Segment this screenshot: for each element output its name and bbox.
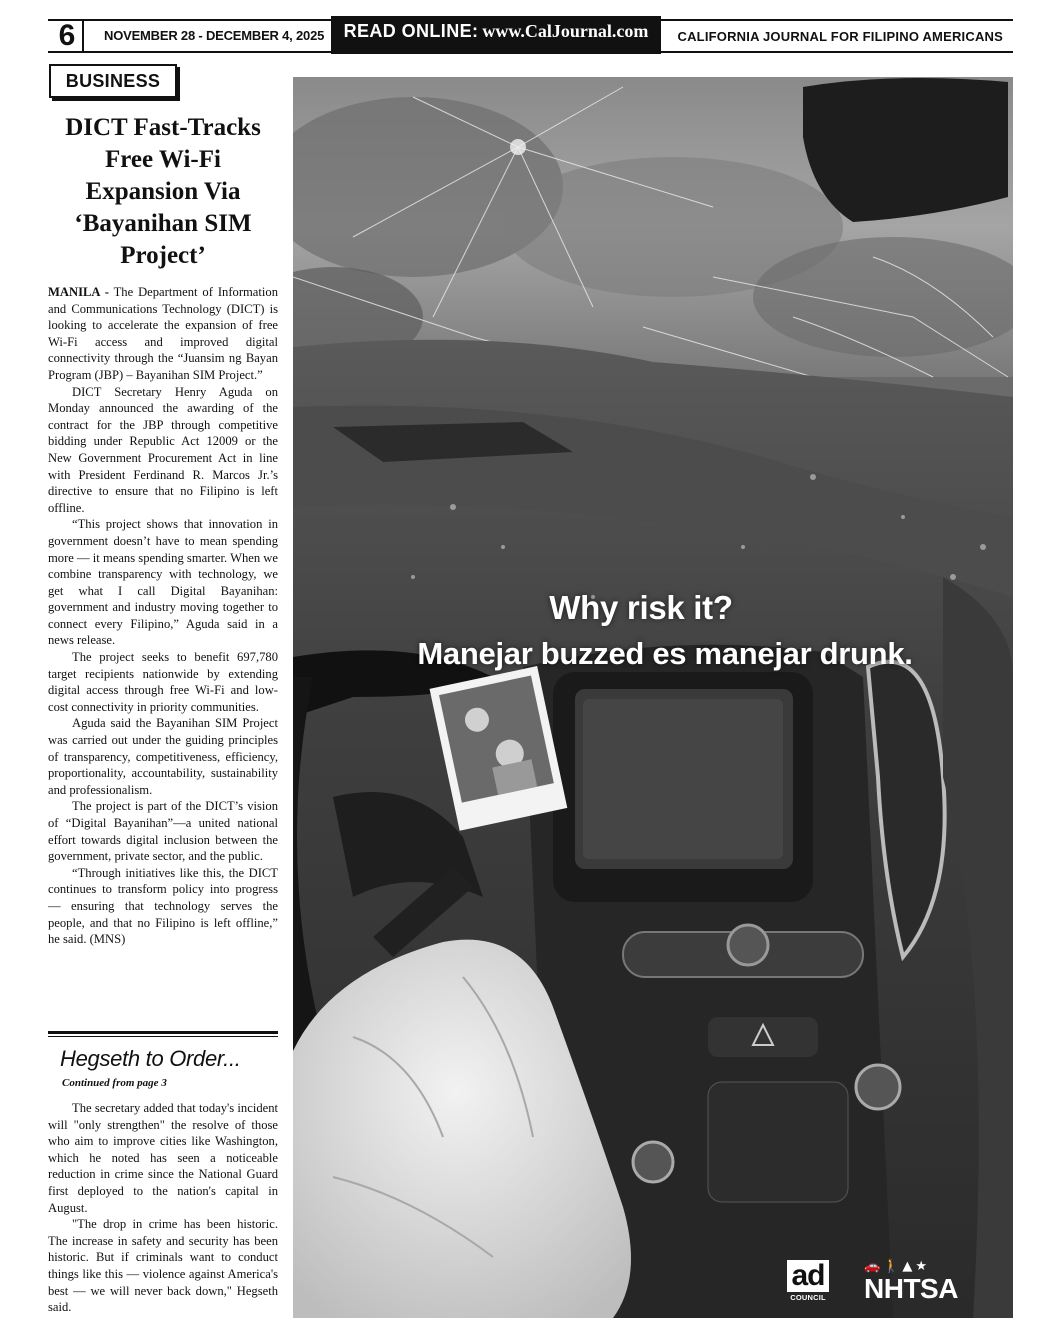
continued-paragraph: "The drop in crime has been historic. The increase in safety and security has been historic. But if criminals want to conduct things like this — violence against America's best — we will never back down," Hegseth said.: [48, 1217, 278, 1315]
continued-body: [48, 1100, 278, 1316]
read-online-banner: [331, 16, 661, 54]
page-header: [48, 19, 1013, 53]
continued-from: Continued from page 3: [62, 1077, 167, 1089]
ad-council-mark: ad: [787, 1260, 829, 1292]
article-paragraph: The project seeks to benefit 697,780 target recipients nationwide by extending digital access through free Wi-Fi and low-cost connectivity in priority communities.: [48, 650, 278, 714]
read-online-link[interactable]: www.CalJournal.com: [482, 21, 649, 41]
ad-council-sub: COUNCIL: [790, 1293, 826, 1302]
ad-council-logo: [787, 1260, 829, 1306]
ad-headline: Why risk it?: [549, 589, 733, 626]
psa-advertisement: [293, 77, 1013, 1318]
article-headline: DICT Fast-Tracks Free Wi-Fi Expansion Via ‘Bayanihan SIM Project’: [65, 114, 261, 269]
article-paragraph: MANILA - The Department of Information and Communications Technology (DICT) is looking to accelerate the expansion of free Wi-Fi access and improved digital connectivity through the “Juansim ng Bayan Program (JBP) – Bayanihan SIM Project.”: [48, 285, 278, 382]
article-paragraph: “Through initiatives like this, the DICT continues to transform policy into progress — ensuring that technology serves the people, and that no Filipino is left offline,” he said. (MNS): [48, 865, 278, 947]
nhtsa-logo: [864, 1260, 979, 1306]
nhtsa-wordmark: NHTSA: [864, 1273, 958, 1304]
dateline: MANILA -: [48, 285, 109, 299]
section-label: BUSINESS: [49, 64, 177, 98]
article-body: [48, 284, 278, 948]
ad-tagline: Manejar buzzed es manejar drunk.: [417, 636, 913, 671]
continued-title: Hegseth to Order...: [60, 1046, 241, 1071]
nhtsa-icons: 🚗🚶▲★: [864, 1259, 931, 1274]
continued-paragraph: The secretary added that today's incident will "only strengthen" the resolve of those who aim to improve cities like Washington, which he noted has seen a noticeable reduction in crime since the National Guard first deployed to the nation's capital in August.: [48, 1101, 278, 1215]
article-paragraph: “This project shows that innovation in government doesn’t have to mean spending more — it means spending smarter. When we combine transparency with technology, we get what I call Digital Bayanihan: government and industry moving together to connect every Filipino,” Aguda said in a news release.: [48, 517, 278, 648]
article-paragraph: DICT Secretary Henry Aguda on Monday announced the awarding of the contract for the JBP through competitive bidding under Republic Act 12009 or the New Government Procurement Act in line with President Ferdinand R. Marcos Jr.’s directive to ensure that no Filipino is left offline.: [48, 384, 278, 515]
crash-dashboard-photo: [293, 77, 1013, 1318]
section-divider: [48, 1031, 278, 1037]
article-paragraph: The project is part of the DICT’s vision of “Digital Bayanihan”—a united national effort towards digital inclusion between the government, private sector, and the public.: [48, 799, 278, 864]
page-number: 6: [52, 19, 84, 53]
issue-date: NOVEMBER 28 - DECEMBER 4, 2025: [104, 28, 325, 43]
article-paragraph: Aguda said the Bayanihan SIM Project was carried out under the guiding principles of transparency, competitiveness, efficiency, proportionality, accountability, sustainability and professionalism.: [48, 716, 278, 797]
read-online-label: READ ONLINE:: [343, 21, 479, 41]
publication-name: CALIFORNIA JOURNAL FOR FILIPINO AMERICANS: [658, 28, 1004, 46]
